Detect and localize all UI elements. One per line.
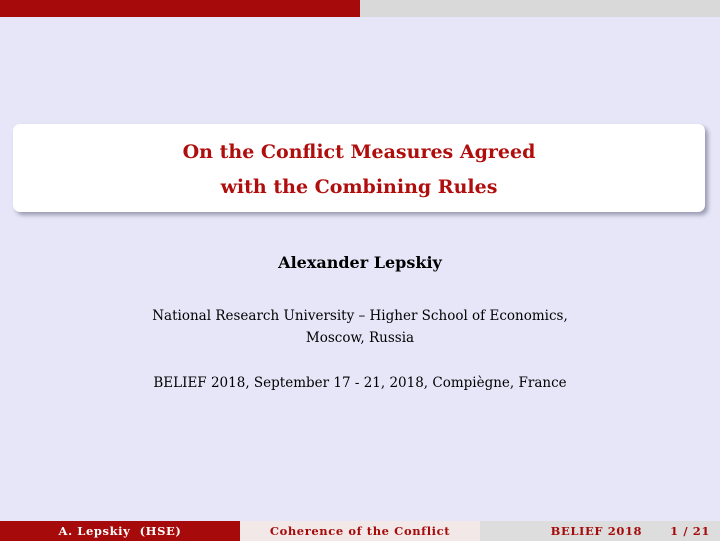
footer-right [480, 521, 720, 541]
title-line-2: with the Combining Rules [220, 176, 498, 198]
top-progress-bar [0, 0, 720, 17]
top-bar-right-segment [360, 0, 720, 17]
footer-conference: BELIEF 2018 [550, 524, 643, 538]
footer-title: Coherence of the Conflict [240, 521, 480, 541]
footer-author: A. Lepskiy (HSE) [0, 521, 240, 541]
title-line-1: On the Conflict Measures Agreed [182, 141, 536, 163]
page-number: 1 / 21 [670, 524, 710, 538]
footer-bar [0, 521, 720, 541]
title-block [13, 124, 705, 212]
top-bar-left-segment [0, 0, 360, 17]
affiliation-line-2: Moscow, Russia [305, 330, 415, 346]
conference-info: BELIEF 2018, September 17 - 21, 2018, Compiègne, France [153, 375, 567, 391]
affiliation [0, 305, 720, 349]
author-name: Alexander Lepskiy [278, 253, 442, 272]
affiliation-line-1: National Research University – Higher School of Economics, [152, 308, 568, 324]
